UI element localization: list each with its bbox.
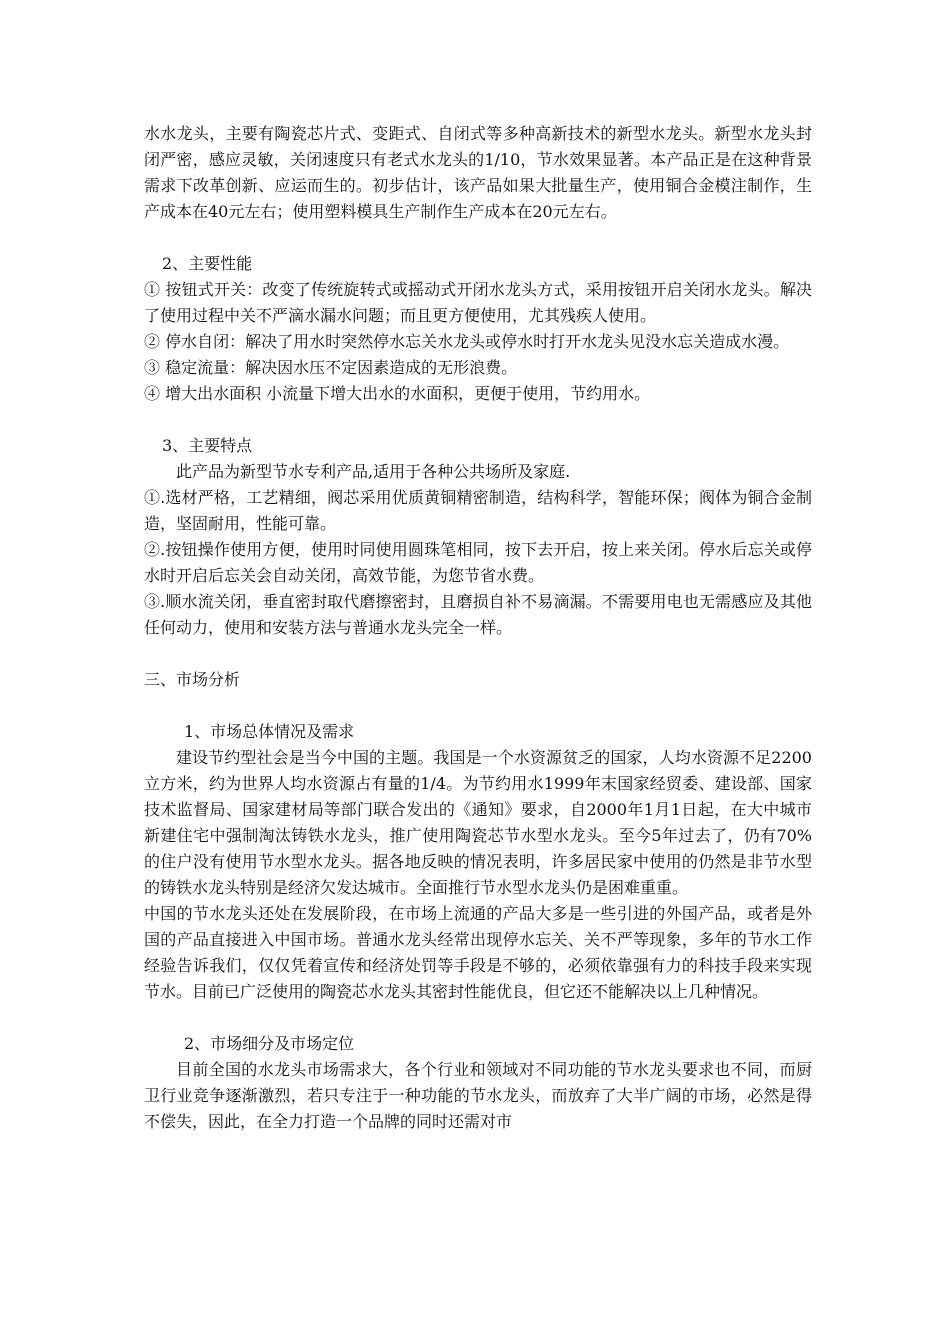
body-paragraph: 三、市场分析 <box>144 670 241 689</box>
body-paragraph: ③ 稳定流量：解决因水压不定因素造成的无形浪费。 <box>144 358 518 377</box>
section-heading: 2、市场细分及市场定位 <box>184 1034 355 1053</box>
body-paragraph: 此产品为新型节水专利产品,适用于各种公共场所及家庭. <box>176 462 571 481</box>
body-paragraph: 中国的节水龙头还处在发展阶段，在市场上流通的产品大多是一些引进的外国产品，或者是外国的产品直接进入中国市场。普通水龙头经常出现停水忘关、关不严等现象，多年的节水工作经验告诉我们，仅仅凭着宣传和经济处罚等手段是不够的，必须依靠强有力的科技手段来实现节水。目前已广泛使用的陶瓷芯水龙头其密封性能优良，但它还不能解决以上几种情况。 <box>144 904 812 1001</box>
body-paragraph: ② 停水自闭：解决了用水时突然停水忘关水龙头或停水时打开水龙头见没水忘关造成水漫。 <box>144 332 790 351</box>
body-paragraph: ①.选材严格，工艺精细，阀芯采用优质黄铜精密制造，结构科学，智能环保；阀体为铜合金制造，坚固耐用，性能可靠。 <box>144 488 812 533</box>
section-heading: 2、主要性能 <box>162 254 253 273</box>
section-heading: 1、市场总体情况及需求 <box>184 722 355 741</box>
paragraph-spacer <box>144 1005 812 1031</box>
section-heading: 3、主要特点 <box>162 436 253 455</box>
body-paragraph: ④ 增大出水面积 小流量下增大出水的水面积，更便于使用，节约用水。 <box>144 384 651 403</box>
paragraph-spacer <box>144 641 812 667</box>
paragraph-spacer <box>144 225 812 251</box>
body-paragraph: 建设节约型社会是当今中国的主题。我国是一个水资源贫乏的国家，人均水资源不足2200立方米，约为世界人均水资源占有量的1/4。为节约用水1999年末国家经贸委、建设部、国家技术监督局、国家建材局等部门联合发出的《通知》要求，自2000年1月1日起，在大中城市新建住宅中强制淘汰铸铁水龙头，推广使用陶瓷芯节水型水龙头。至今5年过去了，仍有70%的住户没有使用节水型水龙头。据各地反映的情况表明，许多居民家中使用的仍然是非节水型的铸铁水龙头特别是经济欠发达城市。全面推行节水型水龙头仍是困难重重。 <box>144 748 812 897</box>
paragraph-spacer <box>144 693 812 719</box>
body-paragraph: 目前全国的水龙头市场需求大，各个行业和领域对不同功能的节水龙头要求也不同，而厨卫行业竞争逐渐激烈，若只专注于一种功能的节水龙头，而放弃了大半广阔的市场，必然是得不偿失，因此，在全力打造一个品牌的同时还需对市 <box>144 1060 812 1131</box>
paragraph-spacer <box>144 407 812 433</box>
body-paragraph: ③.顺水流关闭，垂直密封取代磨擦密封，且磨损自补不易滴漏。不需要用电也无需感应及其他任何动力，使用和安装方法与普通水龙头完全一样。 <box>144 592 812 637</box>
body-paragraph: ① 按钮式开关：改变了传统旋转式或摇动式开闭水龙头方式，采用按钮开启关闭水龙头。解决了使用过程中关不严滴水漏水问题；而且更方便使用，尤其残疾人使用。 <box>144 280 812 325</box>
body-paragraph: 水水龙头，主要有陶瓷芯片式、变距式、自闭式等多种高新技术的新型水龙头。新型水龙头封闭严密，感应灵敏，关闭速度只有老式水龙头的1/10，节水效果显著。本产品正是在这种背景需求下改革创新、应运而生的。初步估计，该产品如果大批量生产，使用铜合金模注制作，生产成本在40元左右；使用塑料模具生产制作生产成本在20元左右。 <box>144 124 812 221</box>
body-paragraph: ②.按钮操作使用方便，使用时同使用圆珠笔相同，按下去开启，按上来关闭。停水后忘关或停水时开启后忘关会自动关闭，高效节能，为您节省水费。 <box>144 540 812 585</box>
document-page <box>144 121 812 1135</box>
